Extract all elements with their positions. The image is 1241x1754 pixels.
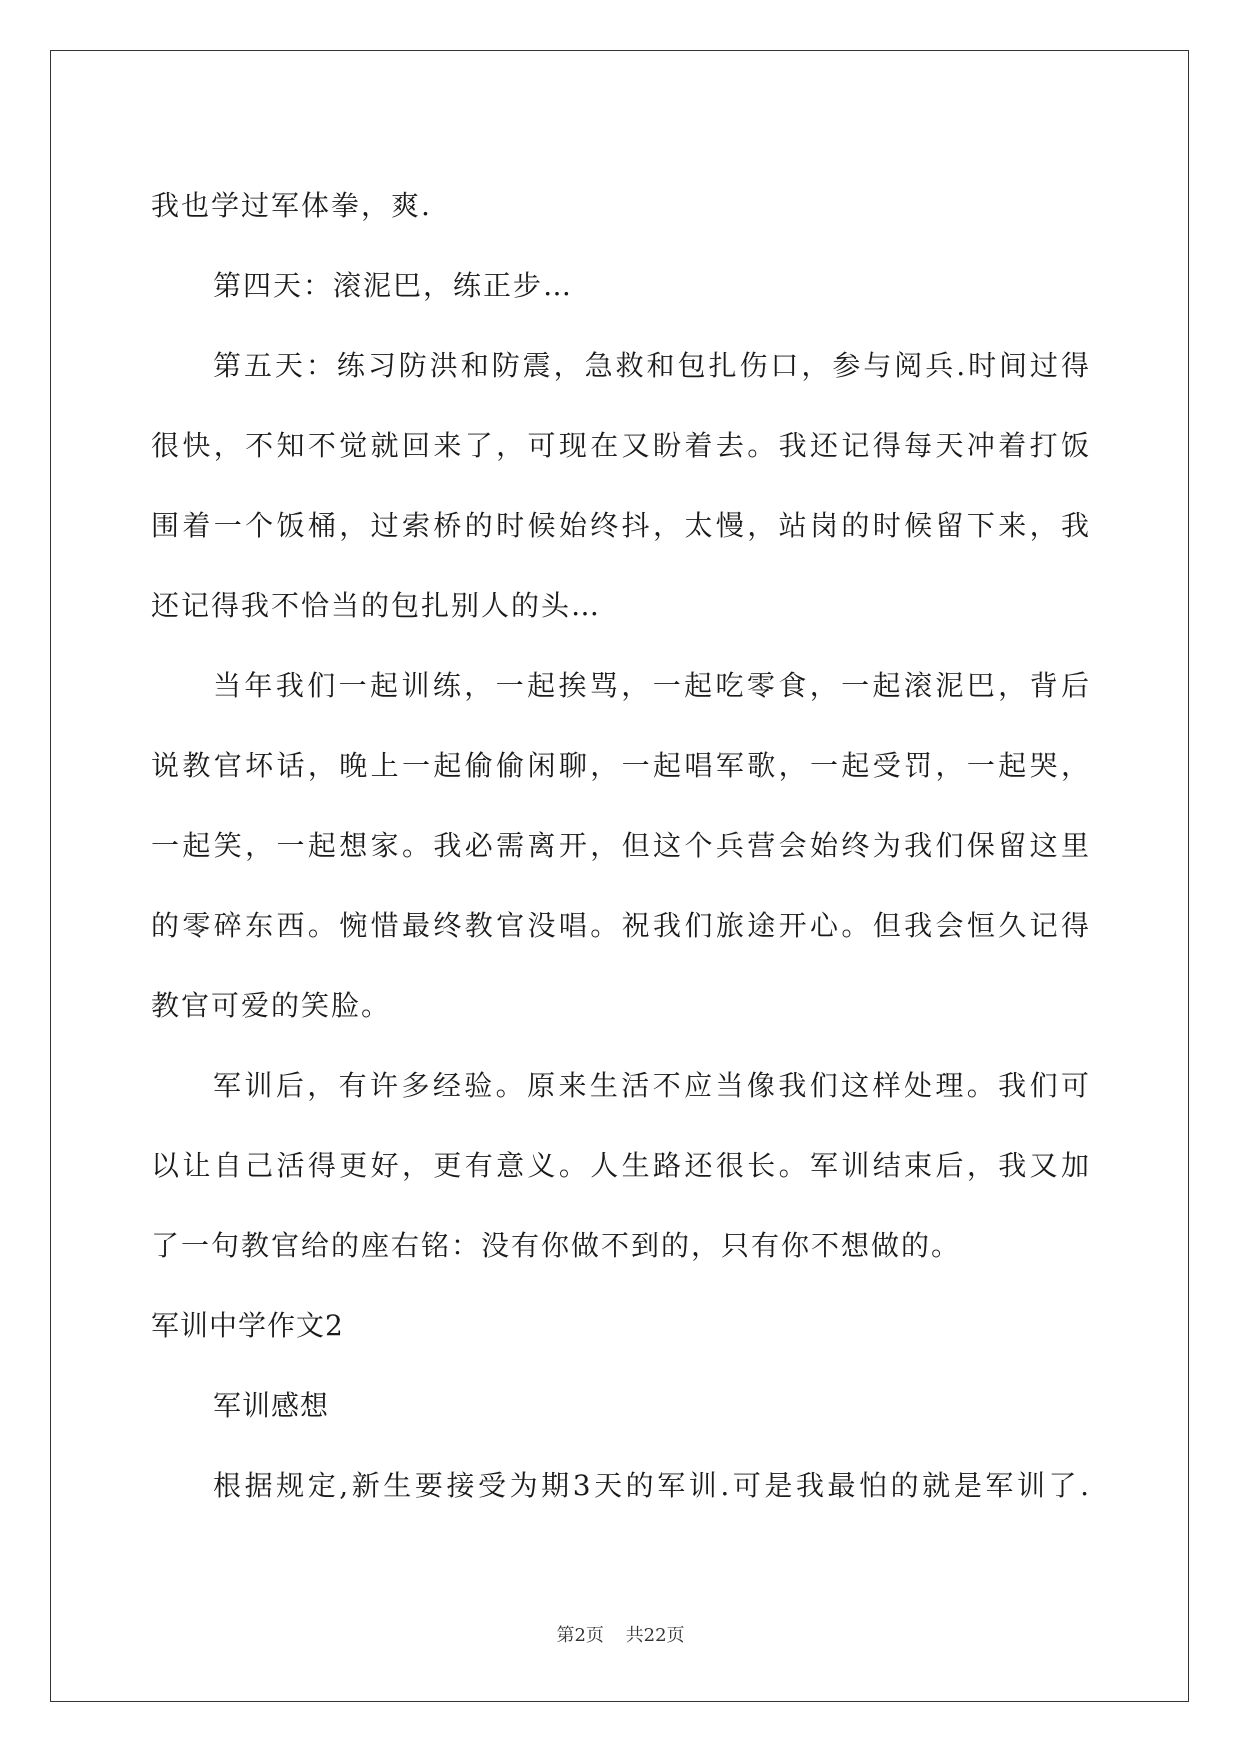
- section-heading: 军训中学作文2: [151, 1309, 344, 1342]
- text-line: 根据规定,新生要接受为期3天的军训.可是我最怕的就是军训了.: [213, 1469, 1091, 1502]
- text-line: 第四天：滚泥巴，练正步…: [213, 269, 574, 302]
- text-line: 以让自己活得更好，更有意义。人生路还很长。军训结束后，我又加: [151, 1149, 1091, 1182]
- document-text: [151, 166, 1091, 1526]
- text-line: 很快，不知不觉就回来了，可现在又盼着去。我还记得每天冲着打饭: [151, 429, 1091, 462]
- text-line: 军训后，有许多经验。原来生活不应当像我们这样处理。我们可: [213, 1069, 1091, 1102]
- text-line: 围着一个饭桶，过索桥的时候始终抖，太慢，站岗的时候留下来，我: [151, 509, 1091, 542]
- text-line: 我也学过军体拳，爽.: [151, 189, 432, 222]
- page-footer: [0, 1621, 1241, 1647]
- text-line: 一起笑，一起想家。我必需离开，但这个兵营会始终为我们保留这里: [151, 829, 1091, 862]
- section-subheading: 军训感想: [213, 1389, 330, 1422]
- text-line: 说教官坏话，晚上一起偷偷闲聊，一起唱军歌，一起受罚，一起哭，: [151, 749, 1091, 782]
- document-body: [151, 166, 1091, 1526]
- text-line: 第五天：练习防洪和防震，急救和包扎伤口，参与阅兵.时间过得: [213, 349, 1091, 382]
- page-number: 第2页: [556, 1625, 604, 1646]
- text-line: 教官可爱的笑脸。: [151, 989, 392, 1022]
- text-line: 当年我们一起训练，一起挨骂，一起吃零食，一起滚泥巴，背后: [213, 669, 1091, 702]
- text-line: 的零碎东西。惋惜最终教官没唱。祝我们旅途开心。但我会恒久记得: [151, 909, 1091, 942]
- text-line: 还记得我不恰当的包扎别人的头…: [151, 589, 602, 622]
- text-line: 了一句教官给的座右铭：没有你做不到的，只有你不想做的。: [151, 1229, 962, 1262]
- page-total: 共22页: [625, 1625, 685, 1646]
